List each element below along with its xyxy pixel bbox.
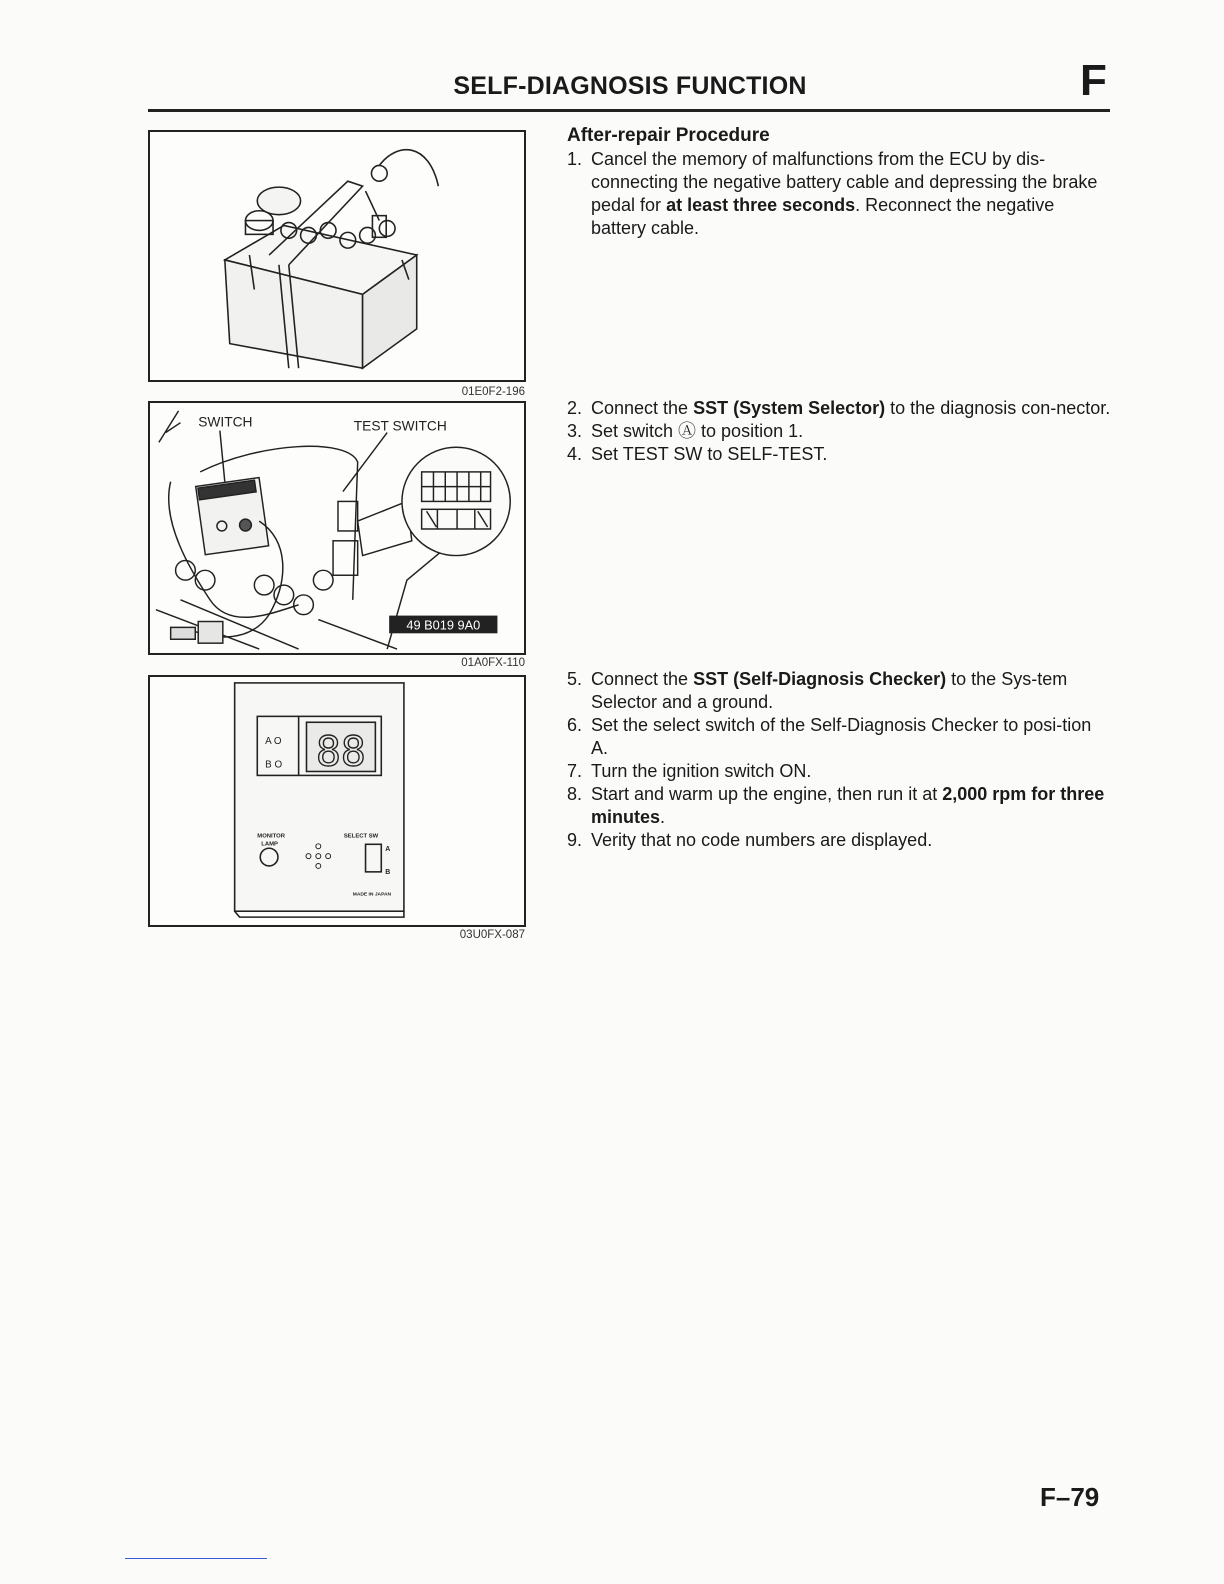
step-1: 1. Cancel the memory of malfunctions from the ECU by dis-connecting the negative battery cable and depressing the brake pedal for at least three seconds. Reconnect the negative battery cable. [567, 149, 1098, 238]
switch-label: SWITCH [198, 414, 253, 430]
step-3: 3. Set switch Ⓐ to position 1. [567, 421, 804, 441]
monitor-label: MONITOR [257, 833, 286, 840]
page-number: F–79 [1040, 1482, 1100, 1512]
select-b-label: B [385, 868, 391, 876]
step-8: 8. Start and warm up the engine, then run it at 2,000 rpm for three minutes. [567, 784, 1105, 827]
lamp-label: LAMP [261, 841, 278, 848]
tool-number: 49 B019 9A0 [406, 617, 481, 633]
figure-battery [148, 130, 526, 382]
step-4: 4. Set TEST SW to SELF-TEST. [567, 444, 828, 464]
figure-code: 01A0FX-110 [461, 657, 525, 669]
select-switch-label: SELECT SW [343, 833, 379, 840]
seven-segment-digits: 88 [316, 727, 366, 776]
step-7: 7. Turn the ignition switch ON. [567, 761, 812, 781]
figure-code: 01E0F2-196 [461, 386, 525, 398]
page-title: SELF-DIAGNOSIS FUNCTION [453, 72, 807, 100]
figure-diagnosis-checker [148, 675, 526, 927]
made-in-label: MADE IN JAPAN [352, 892, 392, 898]
figure-code: 03U0FX-087 [459, 929, 525, 941]
figure-system-selector [148, 401, 526, 655]
footer-link-line [125, 1558, 267, 1559]
procedure-section-1 [567, 124, 1112, 240]
step-9: 9. Verity that no code numbers are displayed. [567, 830, 933, 850]
step-2: 2. Connect the SST (System Selector) to the diagnosis con-nector. [567, 398, 1111, 418]
test-switch-label: TEST SWITCH [353, 418, 447, 434]
section-letter: F [1080, 56, 1107, 105]
step-6: 6. Set the select switch of the Self-Diagnosis Checker to posi-tion A. [567, 715, 1092, 758]
procedure-section-2 [567, 397, 1112, 466]
display-a-label: A O [265, 735, 282, 747]
display-b-label: B O [265, 759, 283, 771]
step-5: 5. Connect the SST (Self-Diagnosis Checker) to the Sys-tem Selector and a ground. [567, 669, 1068, 712]
procedure-title: After-repair Procedure [567, 125, 770, 146]
battery-illustration [150, 132, 524, 380]
procedure-section-3 [567, 668, 1112, 852]
header-rule [148, 109, 1110, 112]
diagnosis-checker-illustration [150, 677, 524, 925]
select-a-label: A [385, 846, 391, 854]
system-selector-illustration [150, 403, 524, 653]
